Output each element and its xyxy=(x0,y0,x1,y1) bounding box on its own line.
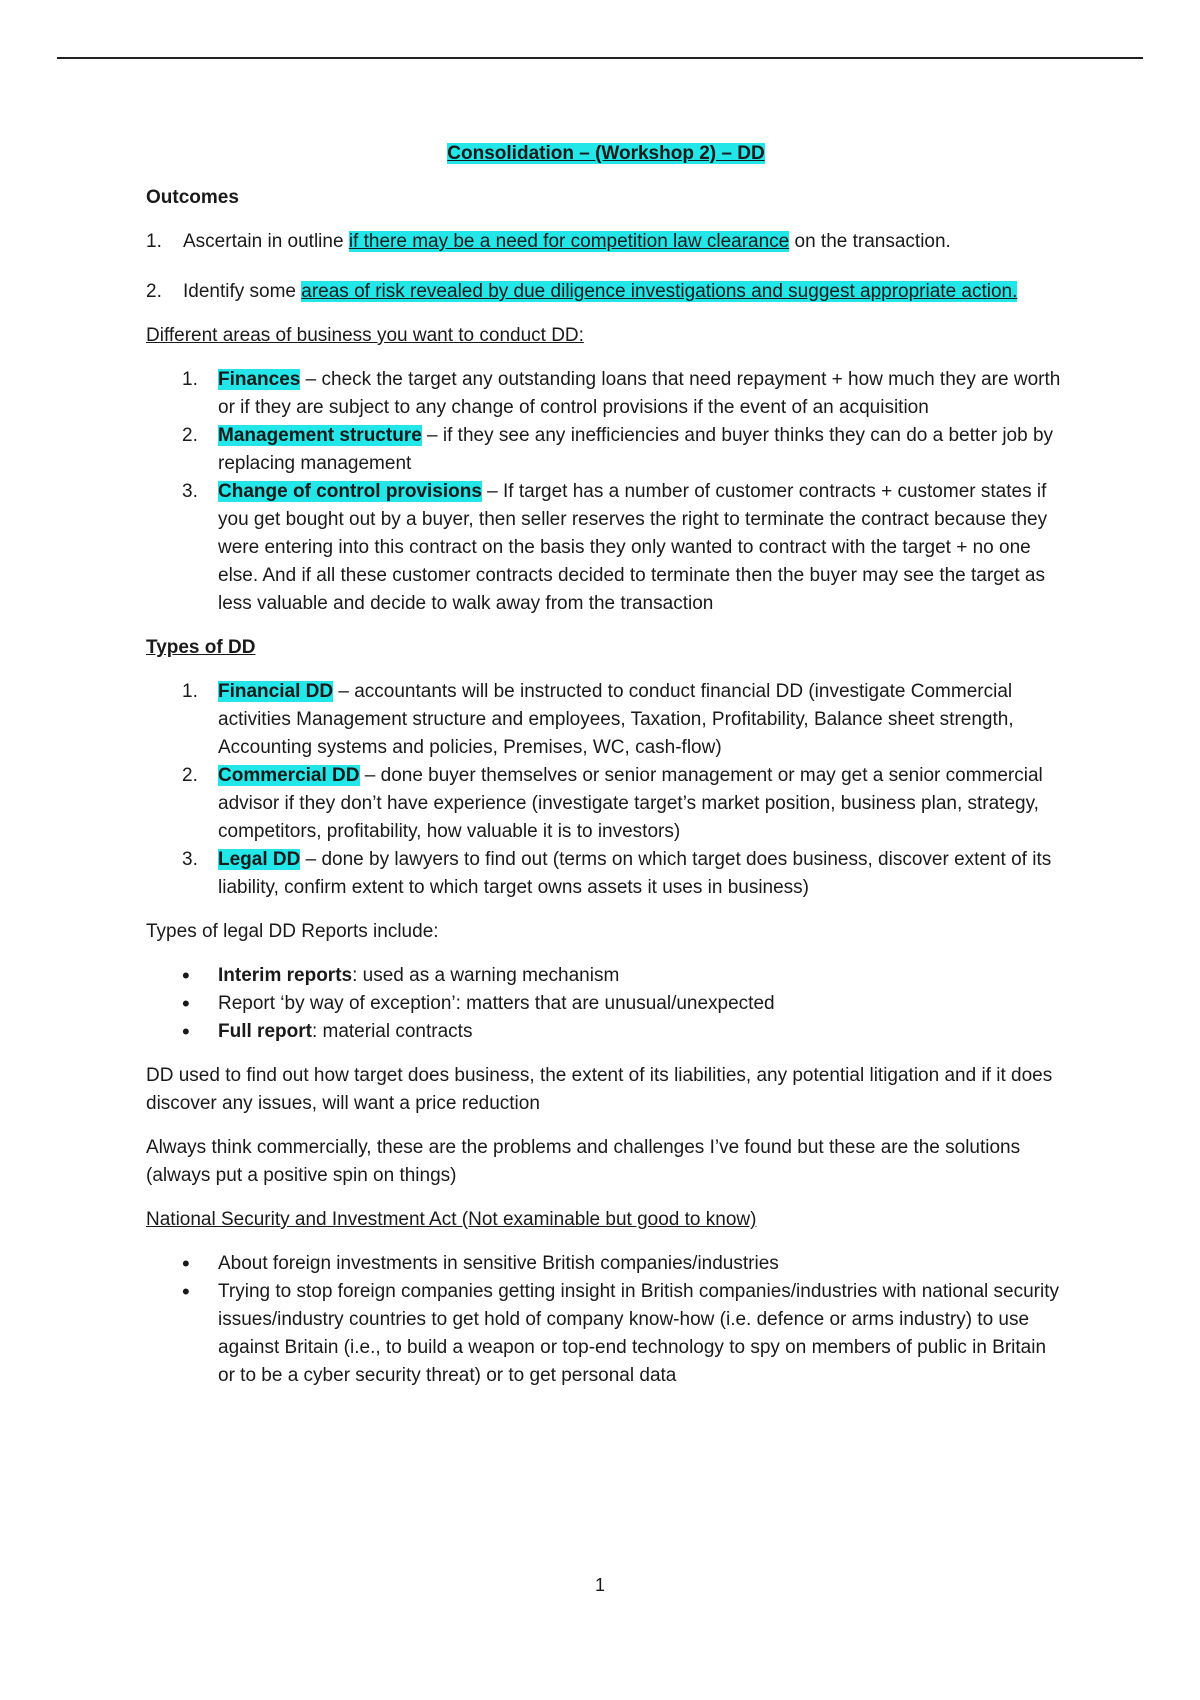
list-item: 3. Legal DD – done by lawyers to find out (terms on which target does business, discover extent of its liability, confirm extent to which target owns assets it uses in business) xyxy=(182,849,1052,898)
types-heading: Types of DD xyxy=(146,637,256,658)
list-item: 3. Change of control provisions – If target has a number of customer contracts + customer states if you get bought out by a buyer, then seller reserves the right to terminate the contract because they were entering into this contract on the basis they only wanted to contract with the target + no one else. And if all these customer contracts decided to terminate then the buyer may see the target as less valuable and decide to walk away from the transaction xyxy=(182,481,1048,614)
term-highlight: Financial DD xyxy=(218,681,334,702)
list-item: 1. Ascertain in outline if there may be a need for competition law clearance on the transaction. xyxy=(146,231,951,252)
page-number: 1 xyxy=(594,1575,605,1595)
paragraph: Always think commercially, these are the problems and challenges I’ve found but these are the solutions (always put a positive spin on things) xyxy=(146,1137,1021,1186)
bullet-icon: • xyxy=(182,1251,190,1276)
highlight-text: if there may be a need for competition law clearance xyxy=(348,231,790,252)
term-highlight: Management structure xyxy=(218,425,422,446)
outcomes-heading: Outcomes xyxy=(146,187,239,208)
areas-heading: Different areas of business you want to conduct DD: xyxy=(146,325,584,346)
bullet-icon: • xyxy=(182,1019,190,1044)
term-highlight: Commercial DD xyxy=(218,765,360,786)
list-item: 1. Finances – check the target any outstanding loans that need repayment + how much they are worth or if they are subject to any change of control provisions if the event of an acquisition xyxy=(182,369,1061,418)
nsia-list xyxy=(146,1250,1066,1390)
list-item: • Interim reports: used as a warning mechanism xyxy=(182,963,620,988)
list-item: • About foreign investments in sensitive British companies/industries xyxy=(182,1251,779,1276)
paragraph: DD used to find out how target does business, the extent of its liabilities, any potential litigation and if it does discover any issues, will want a price reduction xyxy=(146,1065,1053,1114)
reports-list xyxy=(146,962,1066,1046)
list-item: • Trying to stop foreign companies getting insight in British companies/industries with national security issues/industry countries to get hold of company know-how (i.e. defence or arms industry) to use against Britain (i.e., to build a weapon or top-end technology to spy on members of public in Britain or to be a cyber security threat) or to get personal data xyxy=(182,1279,1059,1386)
document-page xyxy=(146,140,1066,1390)
term-highlight: Finances xyxy=(218,369,301,390)
list-item: 2. Management structure – if they see any inefficiencies and buyer thinks they can do a better job by replacing management xyxy=(182,425,1054,474)
list-item: 1. Financial DD – accountants will be instructed to conduct financial DD (investigate Commercial activities Management structure and employees, Taxation, Profitability, Balance sheet strength, Accounting systems and policies, Premises, WC, cash-flow) xyxy=(182,681,1014,758)
areas-list xyxy=(146,366,1066,618)
reports-heading: Types of legal DD Reports include: xyxy=(146,921,439,942)
list-item: • Full report: material contracts xyxy=(182,1019,473,1044)
term-highlight: Change of control provisions xyxy=(218,481,482,502)
header-rule xyxy=(57,57,1143,59)
types-list xyxy=(146,678,1066,902)
list-item: 2. Identify some areas of risk revealed by due diligence investigations and suggest appropriate action. xyxy=(146,281,1018,302)
document-title: Consolidation – (Workshop 2) – DD xyxy=(447,143,765,164)
outcomes-list xyxy=(146,228,1066,306)
list-item: • Report ‘by way of exception’: matters that are unusual/unexpected xyxy=(182,991,775,1016)
term-highlight: Legal DD xyxy=(218,849,301,870)
nsia-heading: National Security and Investment Act (Not examinable but good to know) xyxy=(146,1209,757,1230)
bullet-icon: • xyxy=(182,1279,190,1304)
bullet-icon: • xyxy=(182,963,190,988)
highlight-text: areas of risk revealed by due diligence investigations and suggest appropriate action. xyxy=(301,281,1018,302)
bullet-icon: • xyxy=(182,991,190,1016)
list-item: 2. Commercial DD – done buyer themselves or senior management or may get a senior commercial advisor if they don’t have experience (investigate target’s market position, business plan, strategy, competitors, profitability, how valuable it is to investors) xyxy=(182,765,1043,842)
